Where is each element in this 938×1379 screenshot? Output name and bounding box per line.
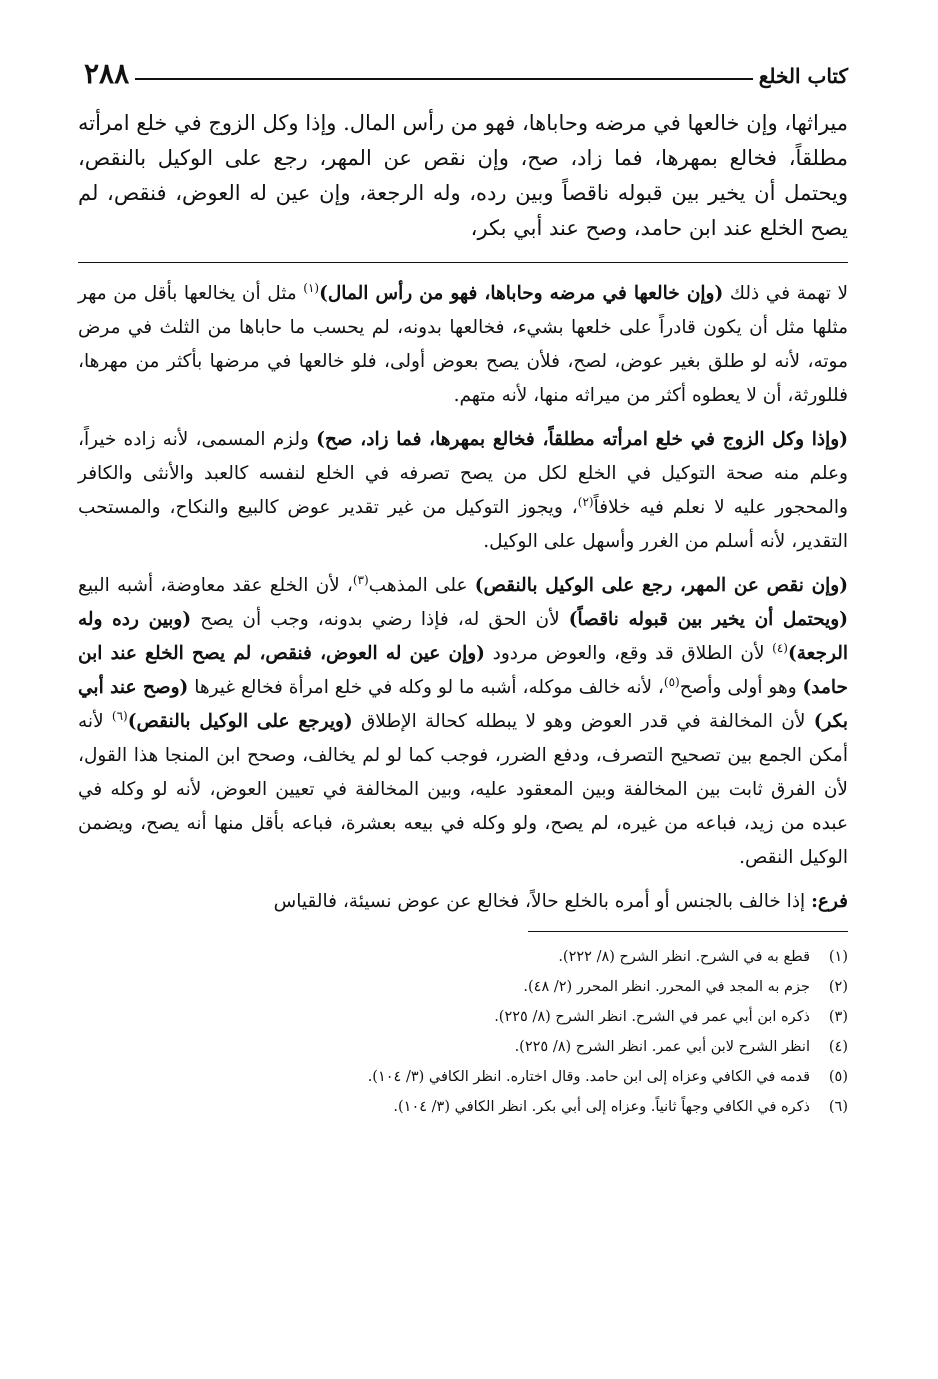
quoted-matn: (وإن خالعها في مرضه وحاباها، فهو من رأس المال)	[319, 283, 724, 304]
footnote-ref: (٤)	[772, 640, 788, 655]
quoted-matn: (ويحتمل أن يخير بين قبوله ناقصاً)	[568, 609, 848, 630]
commentary-text: لأن المخالفة في قدر العوض وهو لا يبطله كحالة الإطلاق	[352, 711, 814, 732]
footnote-item	[78, 972, 848, 1002]
footnote-text: قطع به في الشرح. انظر الشرح (٨/ ٢٢٢).	[558, 949, 810, 965]
quoted-matn: (وبين رده وله الرجعة)	[78, 609, 848, 664]
footnote-number: (٥)	[828, 1069, 848, 1085]
commentary-paragraph-4	[78, 885, 848, 919]
footnote-text: ذكره في الكافي وجهاً ثانياً. وعزاه إلى أبي بكر. انظر الكافي (٣/ ١٠٤).	[393, 1099, 810, 1115]
footnote-text: ذكره ابن أبي عمر في الشرح. انظر الشرح (٨/ ٢٢٥).	[494, 1009, 810, 1025]
book-page	[78, 48, 848, 1138]
footnote-item	[78, 1062, 848, 1092]
footnote-number: (٢)	[828, 979, 848, 995]
commentary-paragraph-3	[78, 569, 848, 875]
commentary-text: ، ويجوز التوكيل من غير تقدير عوض كالبيع والنكاح، والمستحب التقدير، لأنه أسلم من الغرر وأسهل على الوكيل.	[78, 497, 848, 552]
subsection-label: فرع:	[811, 891, 848, 912]
footnotes	[78, 942, 848, 1122]
page-number: ٢٨٨	[84, 57, 130, 90]
commentary-text: ، لأن الخلع عقد معاوضة، أشبه البيع	[78, 575, 353, 596]
footnote-number: (٣)	[828, 1009, 848, 1025]
commentary-text: لا تهمة في ذلك	[723, 283, 849, 304]
footnote-text: جزم به المجد في المحرر. انظر المحرر (٢/ ٤٨).	[523, 979, 810, 995]
footnote-text: قدمه في الكافي وعزاه إلى ابن حامد. وقال اختاره. انظر الكافي (٣/ ١٠٤).	[367, 1069, 810, 1085]
quoted-matn: (وإن نقص عن المهر، رجع على الوكيل بالنقص)	[474, 575, 848, 596]
footnote-ref: (٦)	[111, 708, 128, 723]
footnote-item	[78, 1092, 848, 1122]
footnote-ref: (٢)	[577, 494, 594, 509]
footnote-item	[78, 1002, 848, 1032]
page-header	[78, 48, 848, 88]
commentary-paragraph-2	[78, 423, 848, 559]
footnote-item	[78, 942, 848, 972]
quoted-matn: (وصح عند أبي بكر)	[78, 677, 849, 732]
quoted-matn: (ويرجع على الوكيل بالنقص)	[127, 711, 353, 732]
footnote-number: (٦)	[828, 1099, 848, 1115]
footnote-rule	[528, 931, 848, 932]
commentary-text: وهو أولى وأصح	[679, 677, 803, 698]
footnote-item	[78, 1032, 848, 1062]
commentary-text: إذا خالف بالجنس أو أمره بالخلع حالاً، فخالع عن عوض نسيئة، فالقياس	[273, 891, 812, 912]
footnote-ref: (٣)	[352, 572, 369, 587]
commentary-text: لأن الطلاق قد وقع، والعوض مردود	[484, 643, 773, 664]
footnote-number: (١)	[828, 949, 848, 965]
commentary-text: على المذهب	[368, 575, 475, 596]
footnote-text: انظر الشرح لابن أبي عمر. انظر الشرح (٨/ ٢٢٥).	[514, 1039, 810, 1055]
footnote-number: (٤)	[828, 1039, 848, 1055]
commentary-text: مثل أن يخالعها بأقل من مهر مثلها مثل أن يكون قادراً على خلعها بشيء، فخالعها بدونه، لم يحسب ما حاباها من الثلث في مرض موته، لأنه لو طلق بغير عوض، لصح، فلأن يصح بعوض أولى، فلو خالعها في مرضها بأكثر من مهرها، فللورثة، أن لا يعطوه أكثر من ميراثه منها، لأنه متهم.	[78, 283, 848, 406]
commentary-paragraph-1	[78, 277, 848, 413]
footnote-ref: (٥)	[663, 674, 680, 689]
text-separator	[78, 262, 848, 263]
commentary-text: ولزم المسمى، لأنه زاده خيراً، وعلم منه صحة التوكيل في الخلع لكل من يصح تصرفه في الخلع لنفسه كالعبد والأنثى والكافر والمحجور عليه لا نعلم فيه خلافاً	[78, 429, 848, 518]
main-text: ميراثها، وإن خالعها في مرضه وحاباها، فهو من رأس المال. وإذا وكل الزوج في خلع امرأته مطلقاً، فخالع بمهرها، فما زاد، صح، وإن نقص عن المهر، رجع على الوكيل بالنقص، ويحتمل أن يخير بين قبوله ناقصاً وبين رده، وله الرجعة، وإن عين له العوض، فنقص، لم يصح الخلع عند ابن حامد، وصح عند أبي بكر،	[78, 111, 848, 240]
commentary-text: ، لأنه خالف موكله، أشبه ما لو وكله في خلع امرأة فخالع غيرها	[188, 677, 664, 698]
footnote-ref: (١)	[303, 280, 320, 295]
book-title: كتاب الخلع	[758, 64, 848, 88]
quoted-matn: (وإن عين له العوض، فنقص، لم يصح الخلع عند ابن حامد)	[78, 643, 848, 698]
commentary-text: لأنه أمكن الجمع بين تصحيح التصرف، ودفع الضرر، فوجب كما لو لم يخالف، وصحح ابن المنجا هذا القول، لأن الفرق ثابت بين المخالفة وبين المعقود عليه، وبين المخالفة في تعيين العوض، لأنه لو وكله في عبده من زيد، فباعه من غيره، لم يصح، ولو وكله في بيعه بعشرة، فباعه بأقل منها أنه يصح، ويضمن الوكيل النقص.	[78, 711, 848, 868]
header-rule	[135, 78, 753, 80]
quoted-matn: (وإذا وكل الزوج في خلع امرأته مطلقاً، فخالع بمهرها، فما زاد، صح)	[316, 429, 848, 450]
commentary	[78, 277, 848, 919]
commentary-text: لأن الحق له، فإذا رضي بدونه، وجب أن يصح	[191, 609, 569, 630]
